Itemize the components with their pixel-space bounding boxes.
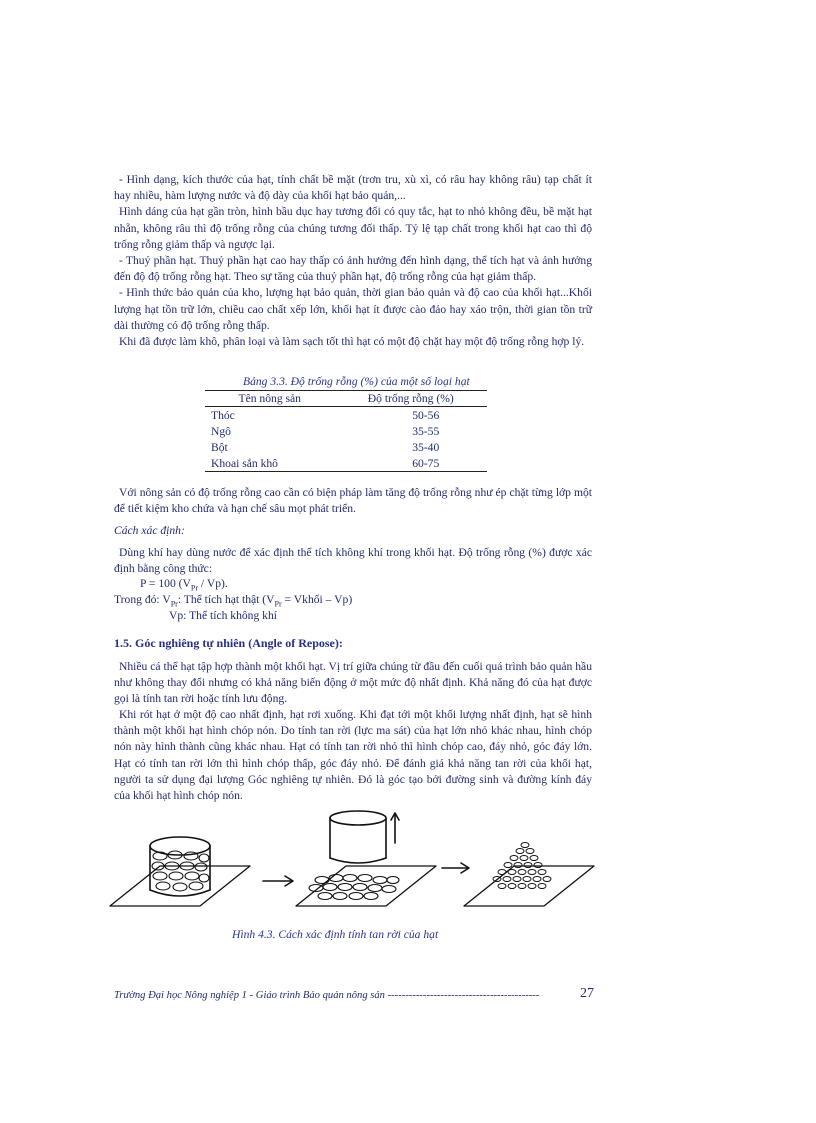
table-cell-value: 60-75 <box>334 455 487 472</box>
paragraph-storage: - Hình thức bảo quản của kho, lượng hạt bảo quản, thời gian bảo quản và độ cao của khối hạt...Khối lượng hạt tồn trữ lớn, chiều cao chất xếp lớn, khối hạt ít được cào đảo hay xáo trộn, thời gian tồn trữ dài thường có độ trống rỗng thấp. <box>114 286 592 332</box>
figure-caption: Hình 4.3. Cách xác định tính tan rời của hạt <box>232 928 439 941</box>
paragraph-repose-2: Khi rót hạt ở một độ cao nhất định, hạt rơi xuống. Khi đạt tới một khối lượng nhất định, hạt sẽ hình thành một khối hạt hình chóp nón. Do tính tan rời (lực ma sát) của hạt lớn nhỏ khác nhau, hình chóp nón này hình thành cũng khác nhau. Hạt có tính tan rời nhỏ thì hình chóp cao, đáy nhỏ, góc đáy lớn. Hạt có tính tan rời lớn thì hình chóp thấp, góc đáy nhỏ. Để đánh giá khả năng tan rời của khối hạt, người ta sử dụng đại lượng Góc nghiêng tự nhiên. Đó là góc tạo bởi đường sinh và đường kính đáy của khối hạt hình chóp nón. <box>114 708 592 803</box>
table-cell-name: Bột <box>211 440 228 454</box>
table-cell-name: Thóc <box>211 408 235 422</box>
table-header-value: Độ trống rỗng (%) <box>334 391 487 407</box>
porosity-table <box>205 390 487 472</box>
table-row <box>205 455 487 472</box>
table-cell-value: 50-56 <box>412 408 440 422</box>
page-footer: Trường Đại học Nông nghiệp 1 - Giáo trình Bảo quản nông sản ------------------------------------------- <box>114 990 540 1001</box>
table-caption: Bảng 3.3. Độ trống rỗng (%) của một số loại hạt <box>243 375 470 388</box>
paragraph-repose-1: Nhiều cá thể hạt tập hợp thành một khối hạt. Vị trí giữa chúng từ đầu đến cuối quá trình bảo quản hầu như không thay đổi nhưng có khả năng biến động ở một mức độ nhất định. Khả năng đó của hạt được gọi là tính tan rời hoặc tính lưu động. <box>114 660 592 706</box>
table-cell-value: 35-55 <box>412 424 440 438</box>
table-row <box>205 423 487 439</box>
figure-panel-cylinder-lifted <box>296 811 436 906</box>
repose-figure <box>100 808 600 918</box>
arrow-right-icon <box>442 863 469 873</box>
table-row <box>205 407 487 424</box>
arrow-right-icon <box>263 876 293 886</box>
paragraph-round-grains: Hình dáng của hạt gần tròn, hình bầu dục hay tương đối có quy tắc, hạt to nhỏ không đều, bề mặt hạt nhẵn, không râu thì độ trống rỗng của chúng tương đối thấp. Tỷ lệ tạp chất trong khối hạt cao thì độ trống rỗng giảm thấp và ngược lại. <box>114 205 592 251</box>
table-cell-value: 35-40 <box>412 440 440 454</box>
figure-panel-cylinder-filled <box>110 837 250 906</box>
formula-vp: Vp: Thể tích không khí <box>169 609 277 622</box>
paragraph-dried: Khi đã được làm khô, phân loại và làm sạch tốt thì hạt có một độ chặt hay một độ trống rỗng hợp lý. <box>119 335 585 349</box>
body-text-block-1 <box>114 172 592 350</box>
table-row <box>205 439 487 455</box>
formula-where: Trong đó: $V_{Pr}$: Thể tích hạt thật ($V_{Pr}$ = Vkhối – Vp) <box>114 593 353 609</box>
table-cell-name: Khoai sắn khô <box>205 455 334 472</box>
method-title: Cách xác định: <box>114 524 185 537</box>
section-heading: 1.5. Góc nghiêng tự nhiên (Angle of Repose): <box>114 636 343 650</box>
page-number: 27 <box>580 986 594 1001</box>
table-cell-name: Ngô <box>211 424 231 438</box>
paragraph-high-porosity: Với nông sản có độ trống rỗng cao cần có biện pháp làm tăng độ trống rỗng như ép chặt từng lớp một để tiết kiệm kho chứa và hạn chế sâu mọt phát triển. <box>114 486 592 516</box>
table-header-name: Tên nông sản <box>205 391 334 407</box>
paragraph-shape-size: - Hình dạng, kích thước của hạt, tính chất bề mặt (trơn tru, xù xì, có râu hay không râu) tạp chất ít hay nhiều, hàm lượng nước và độ dày của khối hạt bảo quản,... <box>114 173 592 203</box>
figure-panel-cone-heap <box>464 843 594 907</box>
paragraph-method: Dùng khí hay dùng nước để xác định thể tích không khí trong khối hạt. Độ trống rỗng (%) được xác định bằng công thức: <box>114 546 592 576</box>
formula-main: P = 100 $(V_{Pr} / Vp)$. <box>140 577 228 593</box>
paragraph-moisture: - Thuỷ phần hạt. Thuỷ phần hạt cao hay thấp có ảnh hưởng đến hình dạng, thể tích hạt và ảnh hưởng đến độ độ trống rỗng hạt. Theo sự tăng của thuỷ phần hạt, độ trống rỗng của hạt giảm thấp. <box>114 254 592 284</box>
